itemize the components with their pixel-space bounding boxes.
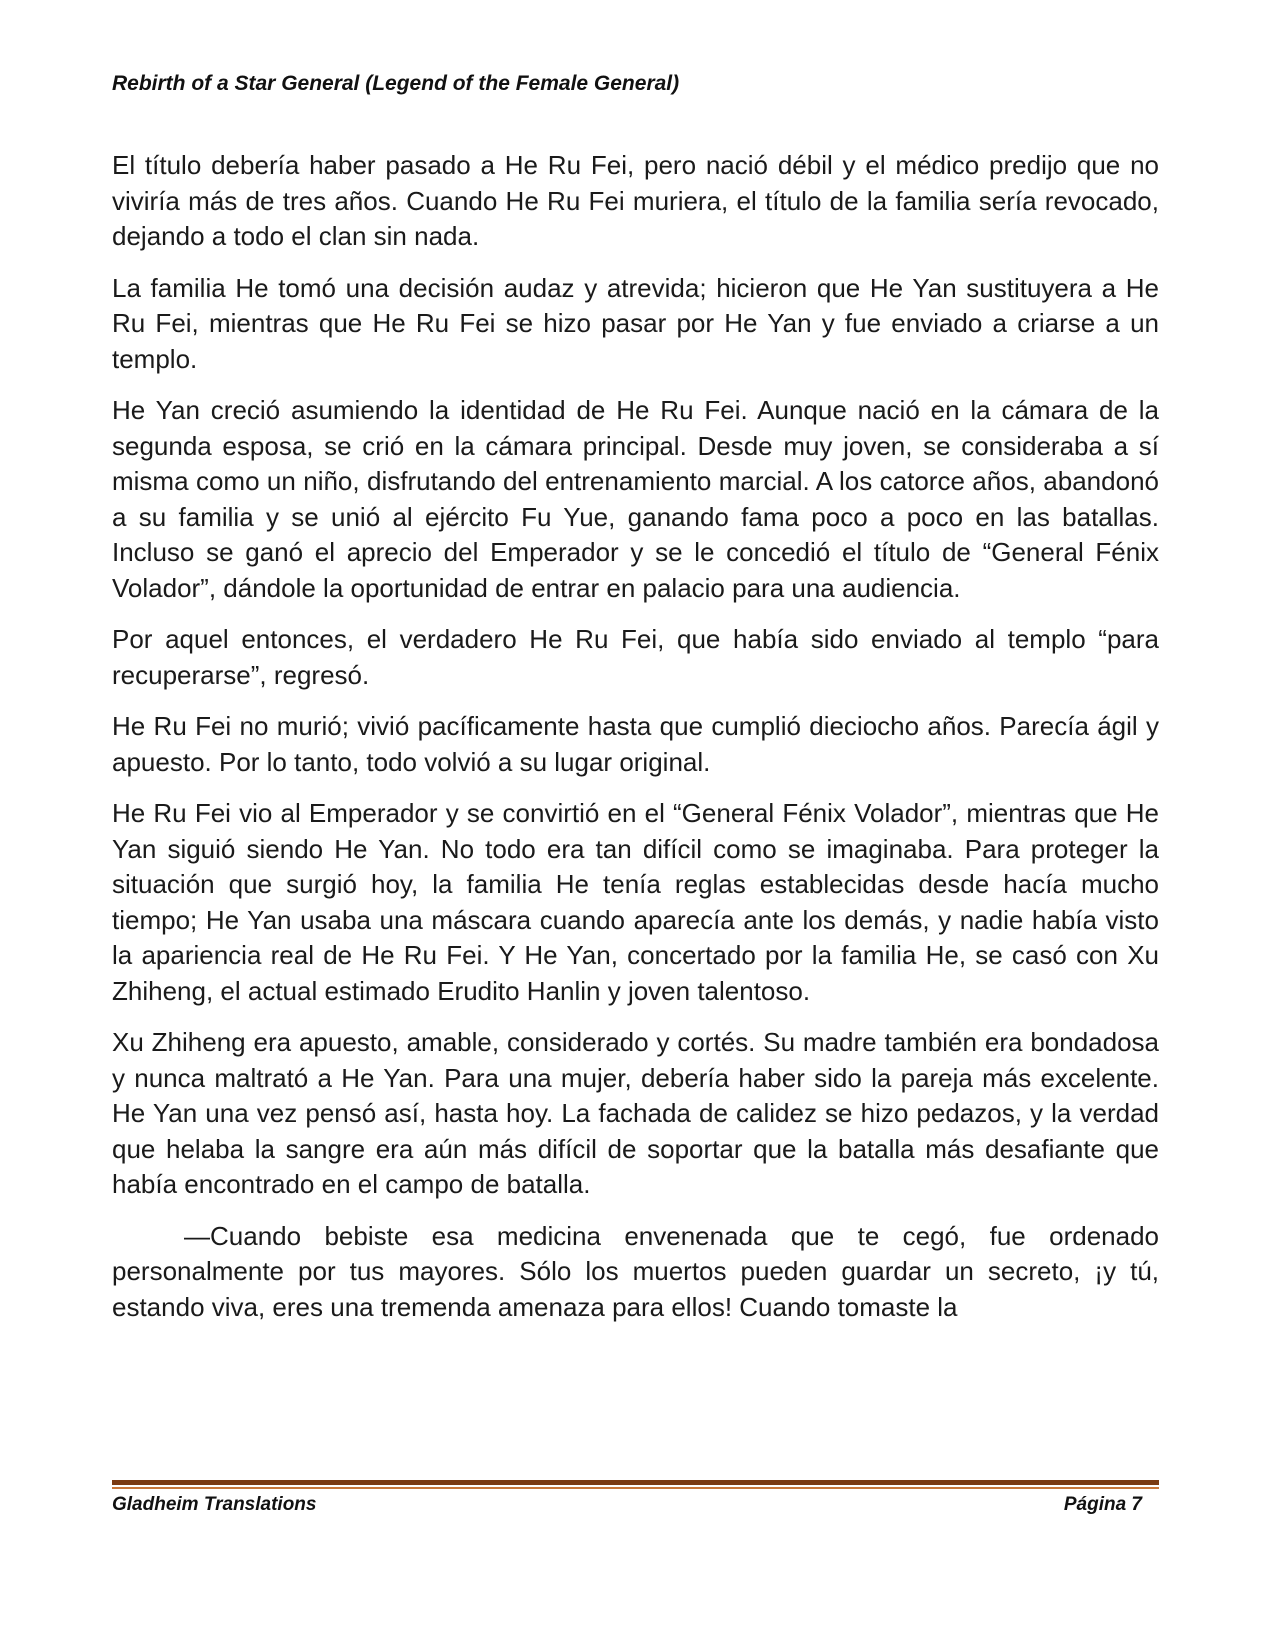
footer-publisher: Gladheim Translations [112, 1494, 317, 1515]
paragraph: El título debería haber pasado a He Ru Fei, pero nació débil y el médico predijo que no viviría más de tres años. Cuando He Ru Fei muriera, el título de la familia sería revocado, dejando a todo el clan sin nada. [112, 150, 1159, 251]
paragraph: La familia He tomó una decisión audaz y atrevida; hicieron que He Yan sustituyera a He Ru Fei, mientras que He Ru Fei se hizo pasar por He Yan y fue enviado a criarse a un templo. [112, 272, 1159, 374]
footer-divider-thin [112, 1487, 1159, 1489]
footer-page-number: Página 7 [1063, 1494, 1142, 1515]
paragraph: Xu Zhiheng era apuesto, amable, considerado y cortés. Su madre también era bondadosa y nunca maltrató a He Yan. Para una mujer, debería haber sido la pareja más excelente. He Yan una vez pensó así, hasta hoy. La fachada de calidez se hizo pedazos, y la verdad que helaba la sangre era aún más difícil de soportar que la batalla más desafiante que había encontrado en el campo de batalla. [112, 1027, 1159, 1199]
paragraph: He Ru Fei vio al Emperador y se convirtió en el “General Fénix Volador”, mientras que He Yan siguió siendo He Yan. No todo era tan difícil como se imaginaba. Para proteger la situación que surgió hoy, la familia He tenía reglas establecidas desde hacía mucho tiempo; He Yan usaba una máscara cuando aparecía ante los demás, y nadie había visto la apariencia real de He Ru Fei. Y He Yan, concertado por la familia He, se casó con Xu Zhiheng, el actual estimado Erudito Hanlin y joven talentoso. [112, 798, 1159, 1006]
dialogue-paragraph: —Cuando bebiste esa medicina envenenada que te cegó, fue ordenado personalmente por tus mayores. Sólo los muertos pueden guardar un secreto, ¡y tú, estando viva, eres una tremenda amenaza para ellos! Cuando tomaste la [112, 1220, 1159, 1322]
page-header-title: Rebirth of a Star General (Legend of the Female General) [112, 72, 680, 95]
paragraph: Por aquel entonces, el verdadero He Ru Fei, que había sido enviado al templo “para recuperarse”, regresó. [112, 624, 1159, 690]
footer-divider [112, 1480, 1159, 1490]
paragraph: He Yan creció asumiendo la identidad de He Ru Fei. Aunque nació en la cámara de la segunda esposa, se crió en la cámara principal. Desde muy joven, se consideraba a sí misma como un niño, disfrutando del entrenamiento marcial. A los catorce años, abandonó a su familia y se unió al ejército Fu Yue, ganando fama poco a poco en las batallas. Incluso se ganó el aprecio del Emperador y se le concedió el título de “General Fénix Volador”, dándole la oportunidad de entrar en palacio para una audiencia. [112, 395, 1159, 603]
paragraph: He Ru Fei no murió; vivió pacíficamente hasta que cumplió dieciocho años. Parecía ágil y apuesto. Por lo tanto, todo volvió a su lugar original. [112, 711, 1159, 777]
page-body [112, 148, 1159, 1341]
